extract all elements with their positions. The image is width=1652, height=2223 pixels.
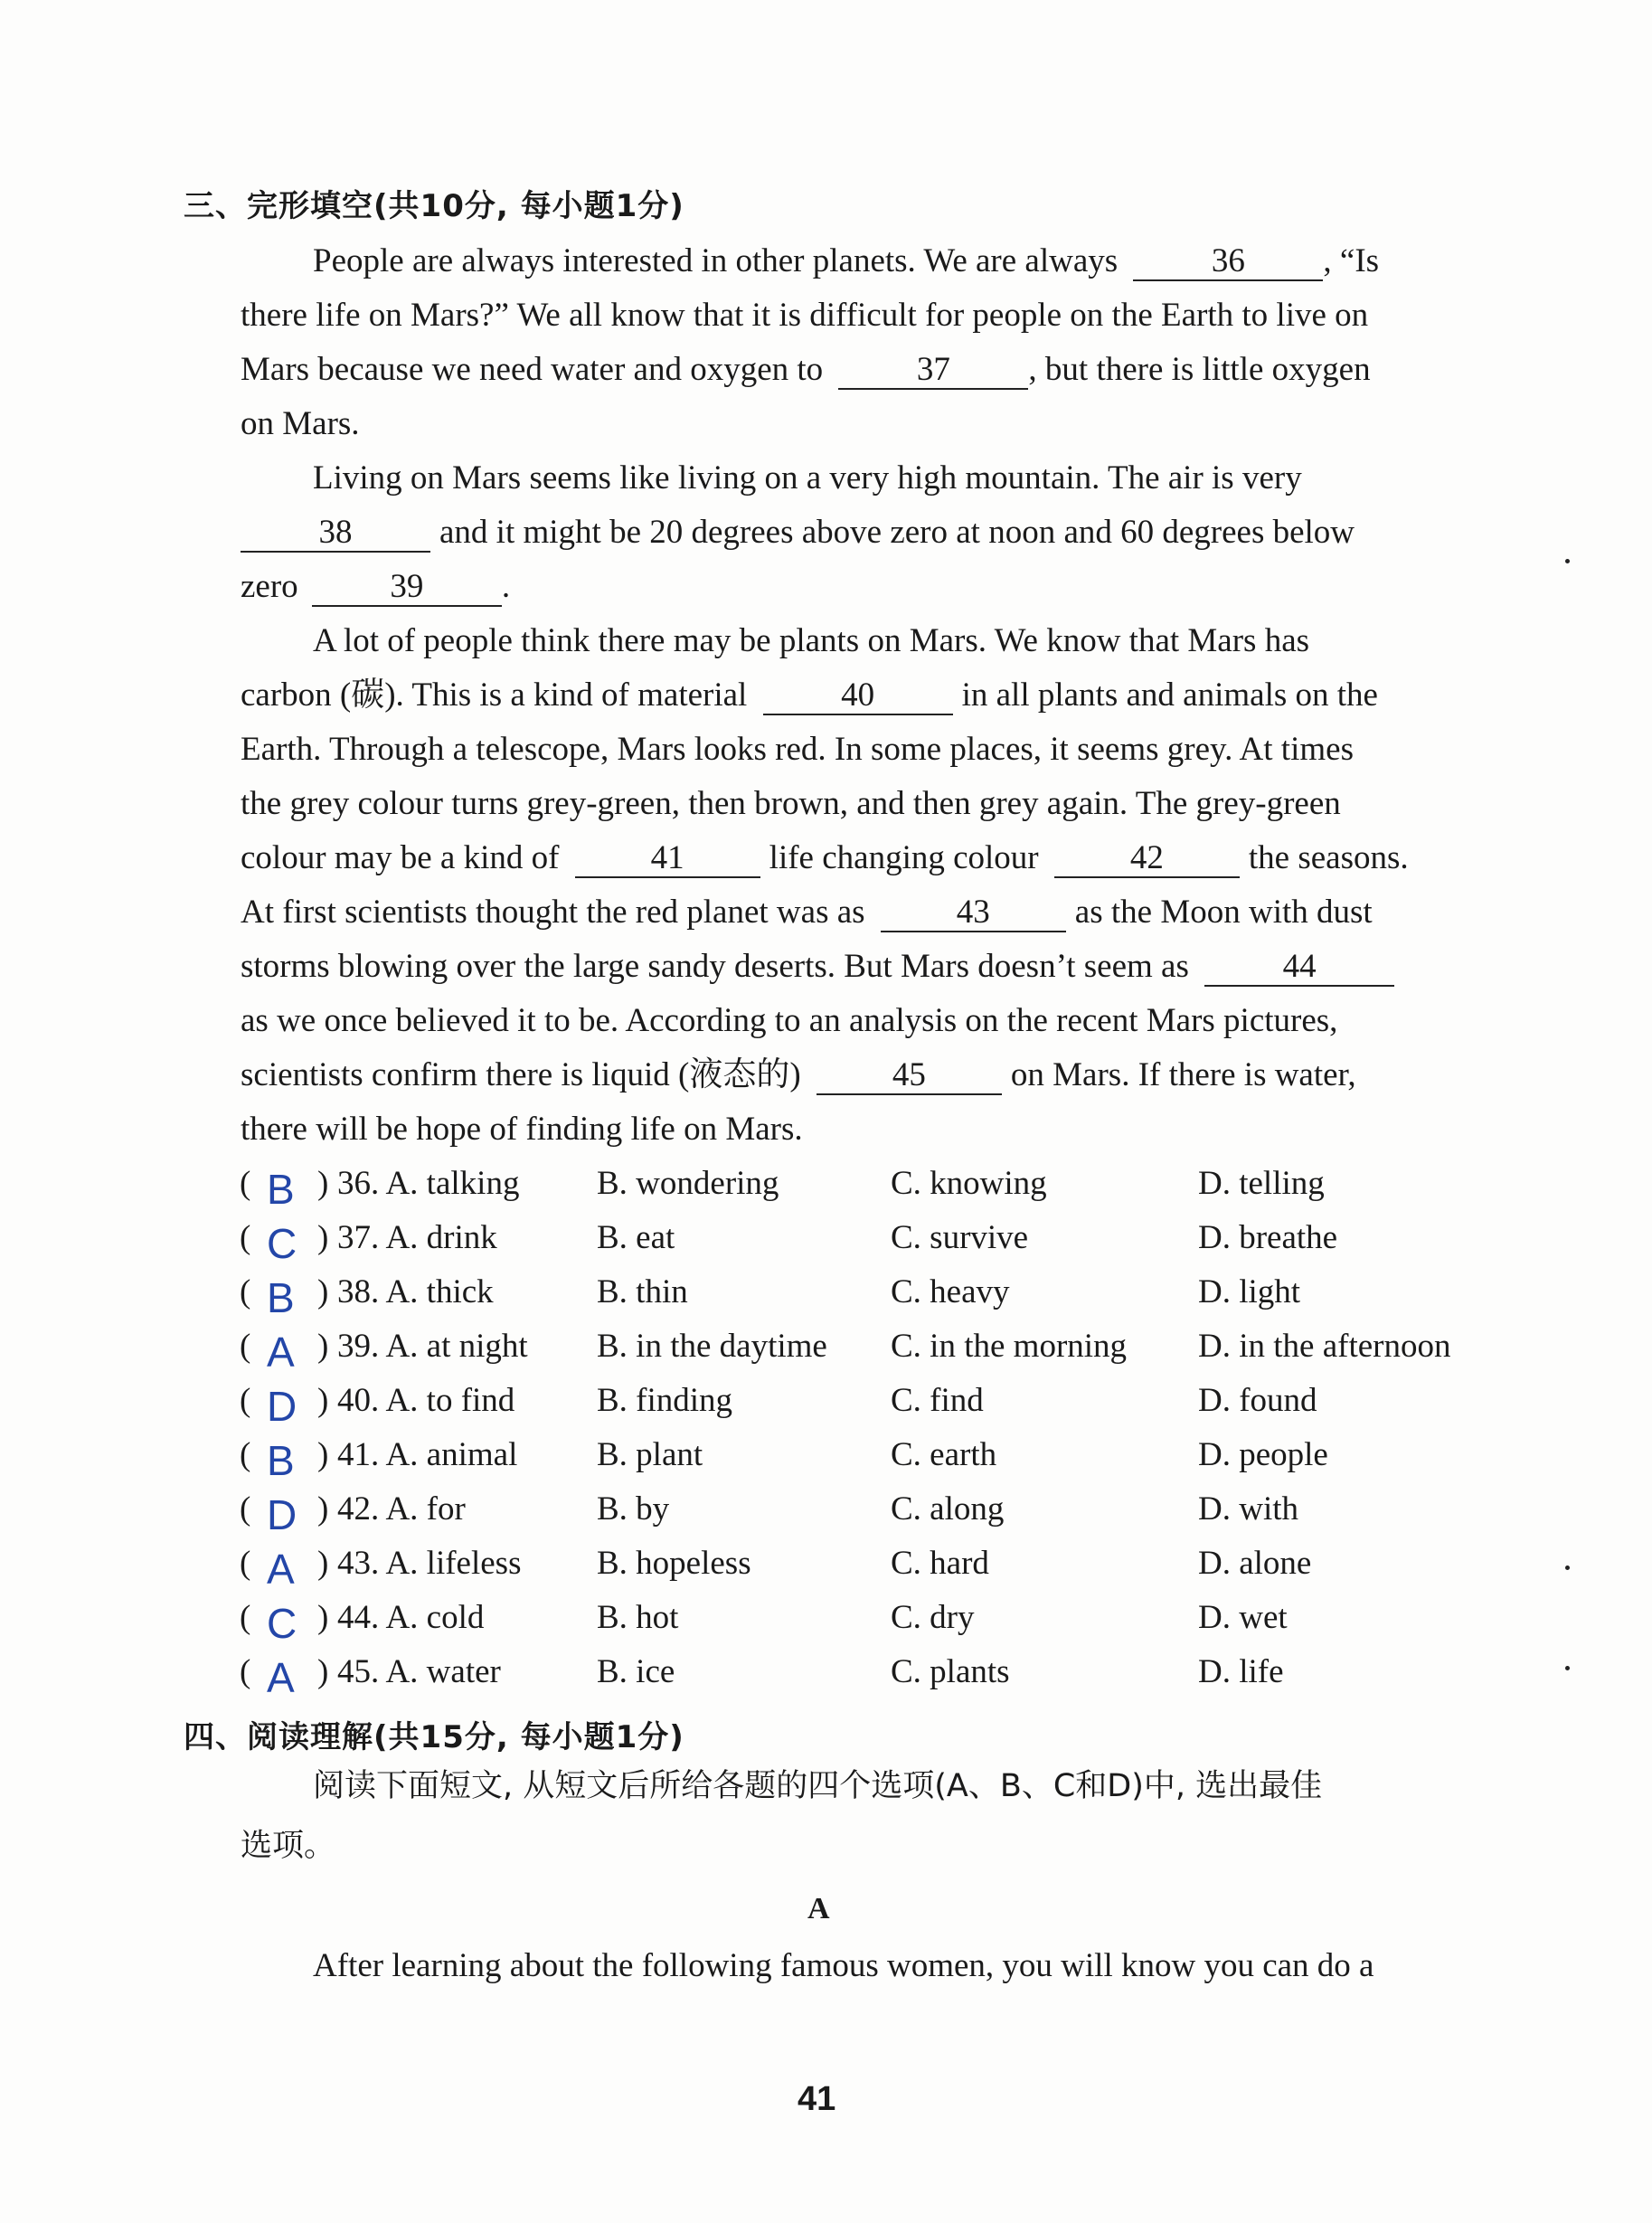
- blank-39: 39: [312, 570, 502, 607]
- question-option-a: 36. A. talking: [337, 1165, 520, 1202]
- passage-text: on Mars. If there is water,: [1010, 1056, 1356, 1093]
- instruction-line: 阅读下面短文, 从短文后所给各题的四个选项(A、B、C和D)中, 选出最佳: [313, 1768, 1323, 1804]
- answer-paren-open: (: [240, 1219, 251, 1256]
- passage-line: [241, 895, 1373, 932]
- blank-40: 40: [763, 678, 953, 715]
- question-option-c: C. earth: [891, 1436, 997, 1473]
- passage-line: [313, 244, 1379, 281]
- passage-line: Living on Mars seems like living on a very high mountain. The air is very: [313, 459, 1302, 497]
- passage-text: People are always interested in other planets. We are always: [313, 242, 1119, 279]
- passage-line: [241, 950, 1394, 987]
- passage-line: A lot of people think there may be plants on Mars. We know that Mars has: [313, 622, 1310, 659]
- question-option-b: B. hot: [597, 1599, 679, 1636]
- answer-paren-close: ): [317, 1436, 329, 1473]
- answer-paren-close: ): [317, 1490, 329, 1528]
- passage-line: After learning about the following famous women, you will know you can do a: [313, 1947, 1374, 1984]
- page-number: 41: [798, 2080, 836, 2118]
- answer-paren-close: ): [317, 1382, 329, 1419]
- passage-line: as we once believed it to be. According to an analysis on the recent Mars pictures,: [241, 1002, 1338, 1039]
- question-row: [240, 1601, 1506, 1655]
- answer-paren-close: ): [317, 1219, 329, 1256]
- question-option-a: 40. A. to find: [337, 1382, 515, 1419]
- passage-line: on Mars.: [241, 405, 360, 442]
- question-option-d: D. life: [1198, 1653, 1284, 1690]
- section-title-reading: 四、阅读理解(共15分, 每小题1分): [184, 1719, 684, 1755]
- passage-text: and it might be 20 degrees above zero at noon and 60 degrees below: [439, 514, 1355, 551]
- answer-mark: C: [267, 1220, 297, 1267]
- blank-42: 42: [1054, 841, 1240, 878]
- blank-36: 36: [1133, 244, 1323, 281]
- passage-text: zero: [241, 568, 298, 605]
- question-option-b: B. eat: [597, 1219, 675, 1256]
- passage-line: [241, 1058, 1356, 1095]
- question-option-d: D. wet: [1198, 1599, 1288, 1636]
- answer-paren-open: (: [240, 1273, 251, 1310]
- question-row: [240, 1655, 1506, 1709]
- passage-text: colour may be a kind of: [241, 839, 560, 876]
- question-option-a: 39. A. at night: [337, 1328, 528, 1365]
- answer-paren-close: ): [317, 1545, 329, 1582]
- question-row: [240, 1221, 1506, 1275]
- question-row: [240, 1275, 1506, 1329]
- question-option-c: C. knowing: [891, 1165, 1047, 1202]
- blank-38: 38: [241, 516, 430, 553]
- question-option-b: B. in the daytime: [597, 1328, 827, 1365]
- passage-text: , but there is little oxygen: [1028, 351, 1371, 388]
- answer-mark: C: [267, 1600, 297, 1647]
- question-option-c: C. along: [891, 1490, 1005, 1528]
- question-option-a: 45. A. water: [337, 1653, 501, 1690]
- answer-mark: B: [267, 1274, 295, 1321]
- passage-text: the seasons.: [1248, 839, 1409, 876]
- answer-paren-open: (: [240, 1382, 251, 1419]
- passage-text: life changing colour: [769, 839, 1039, 876]
- blank-43: 43: [881, 895, 1066, 932]
- answer-mark: A: [267, 1329, 295, 1376]
- answer-paren-open: (: [240, 1165, 251, 1202]
- question-option-b: B. by: [597, 1490, 670, 1528]
- passage-text: Mars because we need water and oxygen to: [241, 351, 824, 388]
- blank-45: 45: [817, 1058, 1002, 1095]
- passage-text: .: [501, 568, 511, 605]
- question-option-b: B. wondering: [597, 1165, 779, 1202]
- passage-line: [241, 841, 1409, 878]
- question-row: [240, 1329, 1506, 1384]
- question-option-c: C. heavy: [891, 1273, 1010, 1310]
- passage-line: the grey colour turns grey-green, then brown, and then grey again. The grey-green: [241, 785, 1341, 822]
- question-row: [240, 1384, 1506, 1438]
- passage-line: [241, 678, 1378, 715]
- passage-text: carbon (碳). This is a kind of material: [241, 676, 748, 714]
- passage-line: [241, 353, 1371, 390]
- passage-text: as the Moon with dust: [1074, 894, 1373, 931]
- answer-paren-close: ): [317, 1328, 329, 1365]
- answer-mark: A: [267, 1654, 295, 1701]
- scan-mark: [1565, 1566, 1570, 1570]
- question-option-a: 38. A. thick: [337, 1273, 494, 1310]
- question-row: [240, 1547, 1506, 1601]
- question-option-a: 41. A. animal: [337, 1436, 518, 1473]
- question-option-a: 44. A. cold: [337, 1599, 485, 1636]
- answer-paren-open: (: [240, 1545, 251, 1582]
- question-option-c: C. survive: [891, 1219, 1029, 1256]
- passage-heading: A: [807, 1892, 830, 1925]
- answer-paren-open: (: [240, 1490, 251, 1528]
- question-option-d: D. people: [1198, 1436, 1328, 1473]
- blank-41: 41: [575, 841, 760, 878]
- question-row: [240, 1492, 1506, 1547]
- question-option-c: C. find: [891, 1382, 984, 1419]
- question-option-a: 42. A. for: [337, 1490, 466, 1528]
- question-option-d: D. telling: [1198, 1165, 1325, 1202]
- scan-mark: [1565, 1666, 1570, 1670]
- answer-paren-open: (: [240, 1436, 251, 1473]
- question-option-b: B. plant: [597, 1436, 703, 1473]
- passage-line: there life on Mars?” We all know that it is difficult for people on the Earth to live on: [241, 297, 1369, 334]
- scan-mark: [1565, 559, 1570, 563]
- blank-44: 44: [1204, 950, 1394, 987]
- blank-37: 37: [838, 353, 1028, 390]
- answer-mark: D: [267, 1491, 297, 1538]
- answer-paren-close: ): [317, 1599, 329, 1636]
- question-option-b: B. ice: [597, 1653, 675, 1690]
- answer-mark: A: [267, 1546, 295, 1593]
- question-row: [240, 1167, 1506, 1221]
- answer-paren-open: (: [240, 1653, 251, 1690]
- question-option-c: C. in the morning: [891, 1328, 1128, 1365]
- question-option-a: 43. A. lifeless: [337, 1545, 522, 1582]
- passage-text: in all plants and animals on the: [961, 676, 1378, 714]
- question-option-d: D. with: [1198, 1490, 1298, 1528]
- question-option-c: C. hard: [891, 1545, 989, 1582]
- question-option-d: D. found: [1198, 1382, 1317, 1419]
- question-option-b: B. hopeless: [597, 1545, 751, 1582]
- answer-mark: B: [267, 1437, 295, 1484]
- answer-paren-open: (: [240, 1328, 251, 1365]
- passage-line: [241, 516, 1355, 553]
- passage-text: scientists confirm there is liquid (液态的): [241, 1056, 801, 1093]
- passage-text: storms blowing over the large sandy deserts. But Mars doesn’t seem as: [241, 948, 1189, 985]
- passage-line: there will be hope of finding life on Mars.: [241, 1111, 803, 1148]
- answer-paren-close: ): [317, 1165, 329, 1202]
- question-option-d: D. breathe: [1198, 1219, 1338, 1256]
- question-row: [240, 1438, 1506, 1492]
- passage-text: , “Is: [1323, 242, 1380, 279]
- question-option-c: C. dry: [891, 1599, 975, 1636]
- question-option-d: D. in the afternoon: [1198, 1328, 1451, 1365]
- question-option-b: B. finding: [597, 1382, 733, 1419]
- question-option-c: C. plants: [891, 1653, 1010, 1690]
- passage-text: At first scientists thought the red planet was as: [241, 894, 865, 931]
- answer-mark: D: [267, 1383, 297, 1430]
- question-option-b: B. thin: [597, 1273, 688, 1310]
- answer-paren-open: (: [240, 1599, 251, 1636]
- passage-line: [241, 570, 510, 607]
- question-option-d: D. light: [1198, 1273, 1301, 1310]
- answer-mark: B: [267, 1166, 295, 1213]
- passage-line: Earth. Through a telescope, Mars looks red. In some places, it seems grey. At times: [241, 731, 1354, 768]
- section-title-cloze: 三、完形填空(共10分, 每小题1分): [184, 188, 684, 224]
- instruction-line: 选项。: [241, 1828, 336, 1864]
- question-option-d: D. alone: [1198, 1545, 1312, 1582]
- answer-paren-close: ): [317, 1273, 329, 1310]
- answer-paren-close: ): [317, 1653, 329, 1690]
- question-option-a: 37. A. drink: [337, 1219, 497, 1256]
